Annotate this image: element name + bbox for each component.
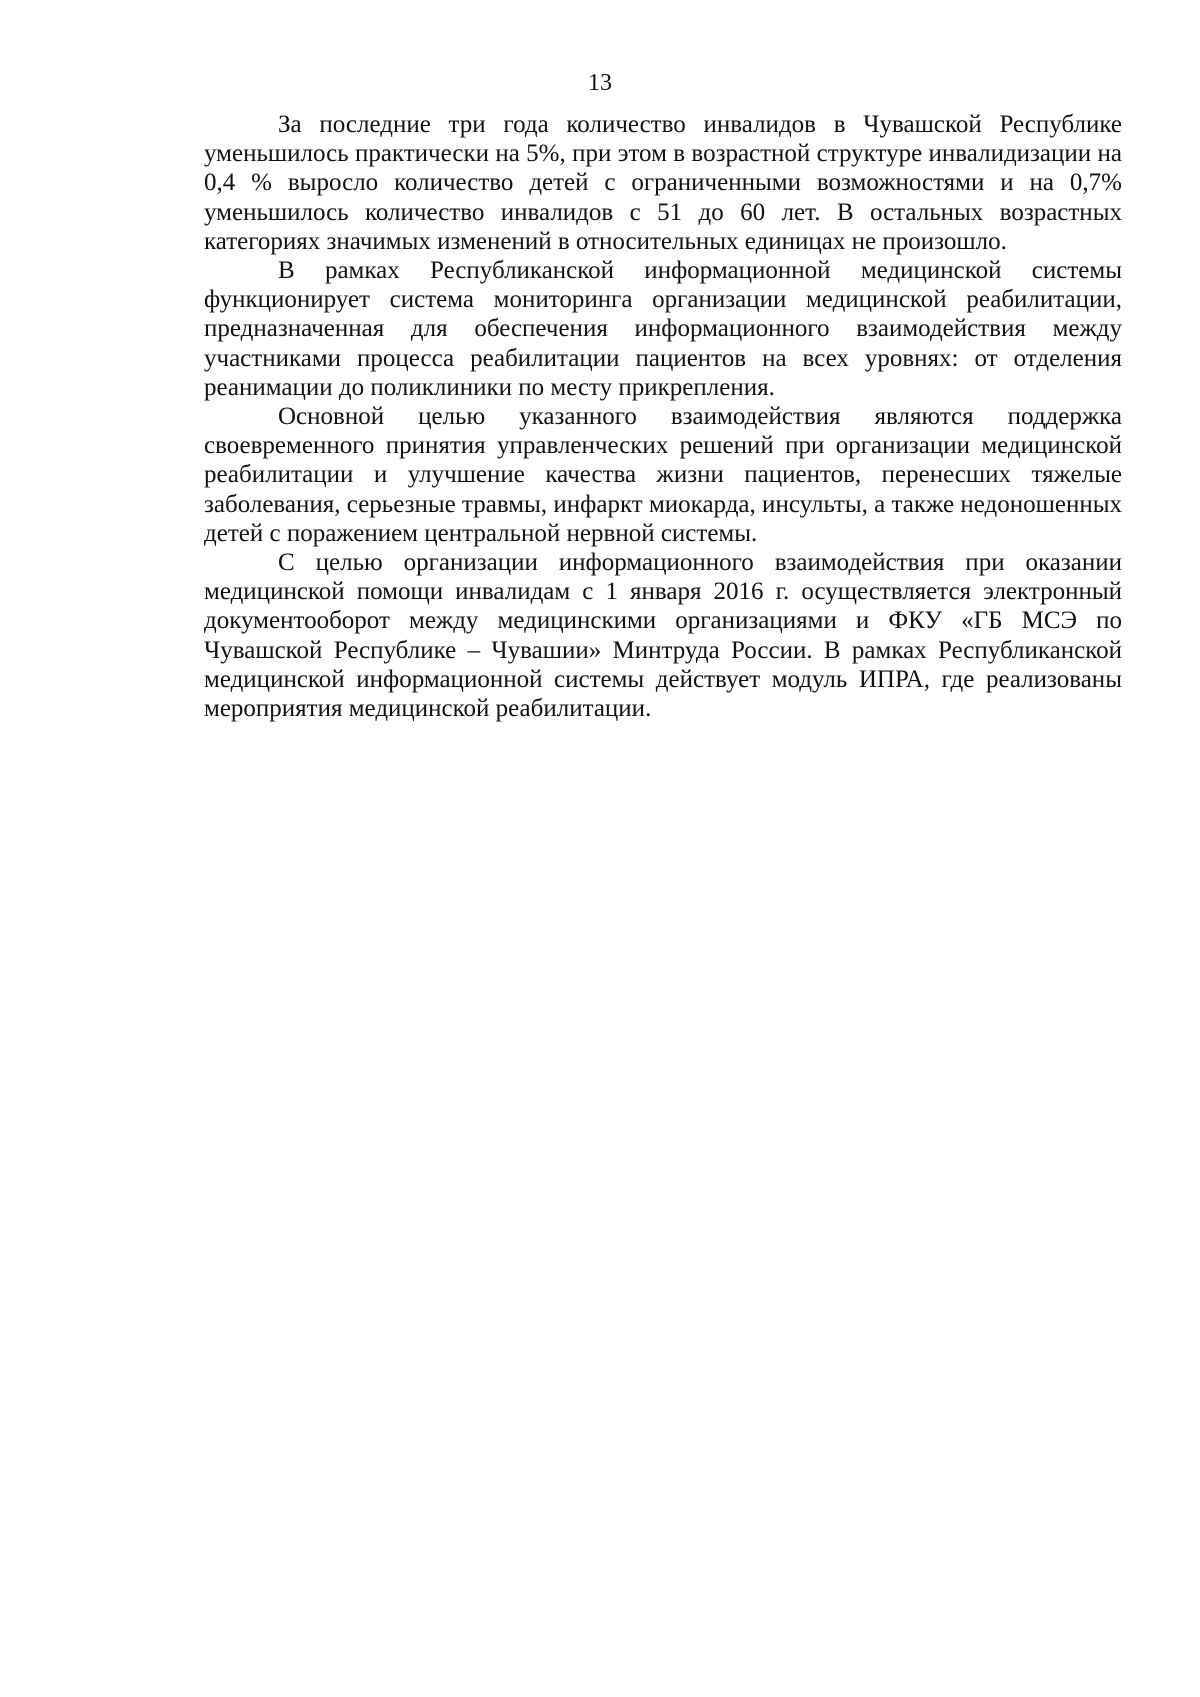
paragraph-interaction-goal: Основной целью указанного взаимодействия являются поддержка своевременного принятия управленческих решений при организации медицинской реабилитации и улучшение качества жизни пациентов, перенесших тяжелые заболевания, серьезные травмы, инфаркт миокарда, инсульты, а также недоношенных детей с поражением центральной нервной системы. — [204, 403, 1122, 547]
document-body — [204, 110, 1122, 723]
paragraph-monitoring-system: В рамках Республиканской информационной медицинской системы функционирует система мониторинга организации медицинской реабилитации, предназначенная для обеспечения информационного взаимодействия между участниками процесса реабилитации пациентов на всех уровнях: от отделения реанимации до поликлиники по месту прикрепления. — [204, 257, 1122, 401]
paragraph-electronic-workflow: С целью организации информационного взаимодействия при оказании медицинской помощи инвалидам с 1 января 2016 г. осуществляется электронный документооборот между медицинскими организациями и ФКУ «ГБ МСЭ по Чувашской Республике – Чувашии» Минтруда России. В рамках Республиканской медицинской информационной системы действует модуль ИПРА, где реализованы мероприятия медицинской реабилитации. — [204, 549, 1122, 723]
paragraph-disability-statistics: За последние три года количество инвалидов в Чувашской Республике уменьшилось практически на 5%, при этом в возрастной структуре инвалидизации на 0,4 % выросло количество детей с ограниченными возможностями и на 0,7% уменьшилось количество инвалидов с 51 до 60 лет. В остальных возрастных категориях значимых изменений в относительных единицах не произошло. — [204, 111, 1122, 255]
page-number: 13 — [588, 70, 612, 96]
